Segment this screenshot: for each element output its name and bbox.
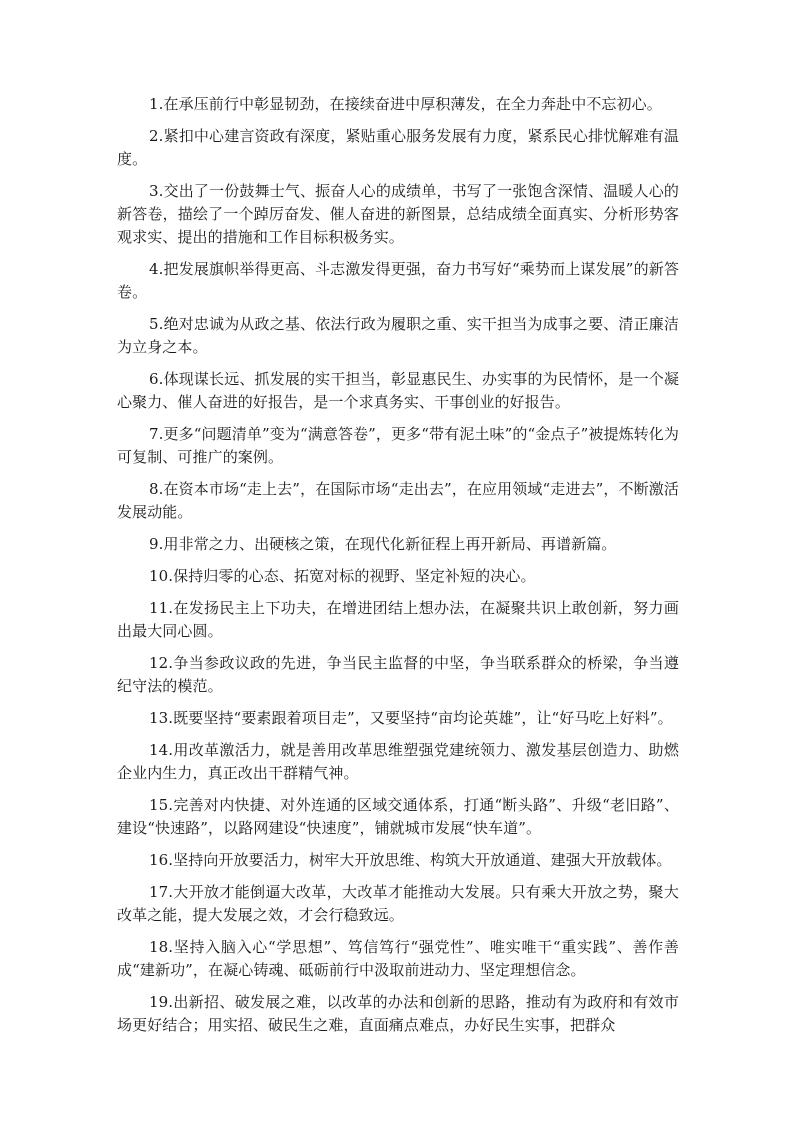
paragraph-1: 1.在承压前行中彰显韧劲，在接续奋进中厚积薄发，在全力奔赴中不忘初心。 <box>149 95 662 113</box>
paragraph-4: 4.把发展旗帜举得更高、斗志激发得更强，奋力书写好“乘势而上谋发展”的新答卷。 <box>117 260 679 301</box>
paragraph-10: 10.保持归零的心态、拓宽对标的视野、坚定补短的决心。 <box>149 567 536 585</box>
paragraph-3: 3.交出了一份鼓舞士气、振奋人心的成绩单，书写了一张饱含深情、温暖人心的新答卷，描绘了一个踔厉奋发、催人奋进的新图景，总结成绩全面真实、分析形势客观求实、提出的措施和工作目标积极务实。 <box>117 182 679 246</box>
paragraph-2: 2.紧扣中心建言资政有深度，紧贴重心服务发展有力度，紧系民心排忧解难有温度。 <box>117 127 679 168</box>
paragraph-16: 16.坚持向开放要活力，树牢大开放思维、构筑大开放通道、建强大开放载体。 <box>149 851 672 869</box>
paragraph-19: 19.出新招、破发展之难，以改革的办法和创新的思路，推动有为政府和有效市场更好结合；用实招、破民生之难，直面痛点难点，办好民生实事，把群众 <box>117 993 679 1034</box>
paragraph-7: 7.更多“问题清单”变为“满意答卷”，更多“带有泥土味”的“金点子”被提炼转化为可复制、可推广的案例。 <box>117 425 679 466</box>
paragraph-5: 5.绝对忠诚为从政之基、依法行政为履职之重、实干担当为成事之要、清正廉洁为立身之本。 <box>117 315 679 356</box>
paragraph-9: 9.用非常之力、出硬核之策，在现代化新征程上再开新局、再谱新篇。 <box>149 535 617 553</box>
paragraph-18: 18.坚持入脑入心“学思想”、笃信笃行“强党性”、唯实唯干“重实践”、善作善成“建新功”，在凝心铸魂、砥砺前行中汲取前进动力、坚定理想信念。 <box>117 938 679 979</box>
paragraph-17: 17.大开放才能倒逼大改革，大改革才能推动大发展。只有乘大开放之势，聚大改革之能，提大发展之效，才会行稳致远。 <box>117 883 679 924</box>
paragraph-6: 6.体现谋长远、抓发展的实干担当，彰显惠民生、办实事的为民情怀，是一个凝心聚力、催人奋进的好报告，是一个求真务实、干事创业的好报告。 <box>117 370 679 411</box>
paragraph-14: 14.用改革激活力，就是善用改革思维塑强党建统领力、激发基层创造力、助燃企业内生力，真正改出干群精气神。 <box>117 741 679 782</box>
paragraph-11: 11.在发扬民主上下功夫，在增进团结上想办法，在凝聚共识上敢创新，努力画出最大同心圆。 <box>117 599 679 640</box>
paragraph-15: 15.完善对内快捷、对外连通的区域交通体系，打通“断头路”、升级“老旧路”、建设“快速路”，以路网建设“快速度”，铺就城市发展“快车道”。 <box>117 796 679 837</box>
paragraph-13: 13.既要坚持“要素跟着项目走”，又要坚持“亩均论英雄”，让“好马吃上好料”。 <box>149 709 673 727</box>
paragraph-8: 8.在资本市场“走上去”，在国际市场“走出去”，在应用领域“走进去”，不断激活发展动能。 <box>117 480 679 521</box>
paragraph-12: 12.争当参政议政的先进，争当民主监督的中坚，争当联系群众的桥梁，争当遵纪守法的模范。 <box>117 654 679 695</box>
